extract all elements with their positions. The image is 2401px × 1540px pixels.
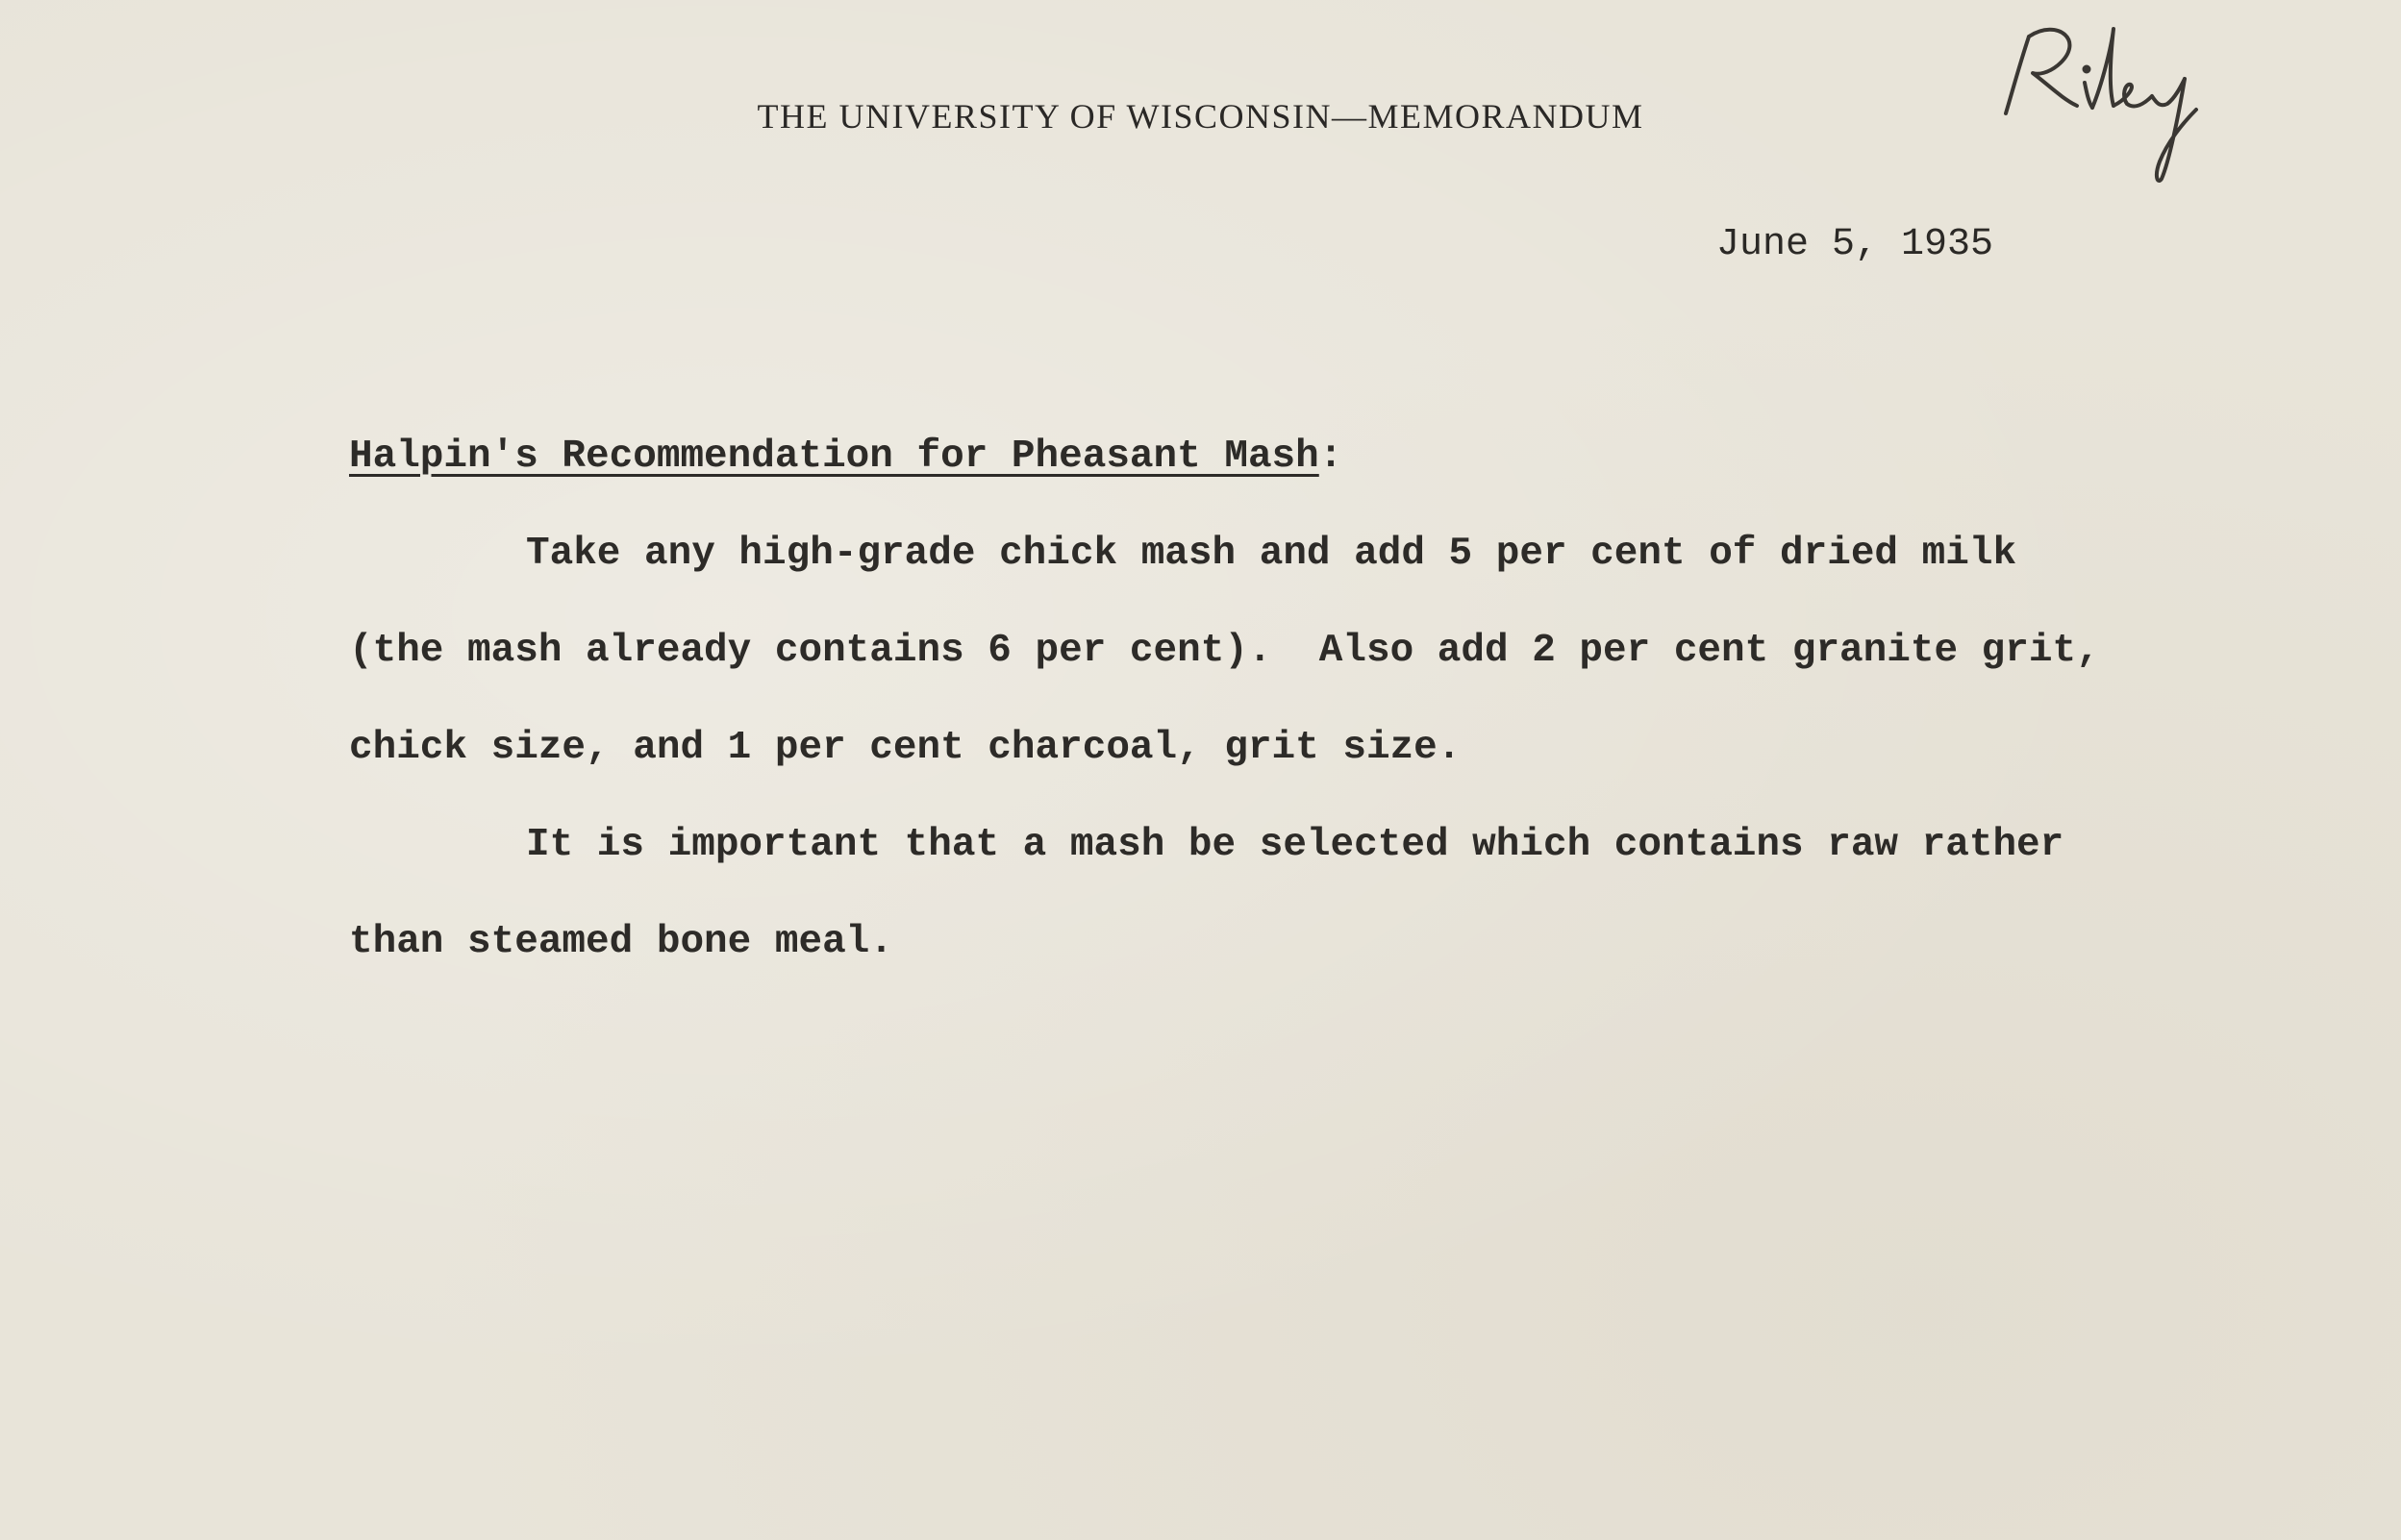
heading-colon: : — [1318, 435, 1343, 479]
handwritten-signature — [1990, 8, 2240, 190]
paragraph-1-line-3: chick size, and 1 per cent charcoal, grit size. — [349, 726, 1462, 770]
letterhead: THE UNIVERSITY OF WISCONSIN—MEMORANDUM — [757, 97, 1644, 136]
paragraph-1-line-1: Take any high-grade chick mash and add 5 per cent of dried milk — [526, 532, 2017, 576]
memo-heading — [349, 409, 2176, 506]
signature-icon — [1990, 8, 2240, 190]
paragraph-2-line-1: It is important that a mash be selected which contains raw rather — [526, 823, 2064, 867]
paragraph-2-line-2: than steamed bone meal. — [349, 920, 893, 964]
memo-body — [349, 409, 2176, 991]
heading-text: Halpin's Recommendation for Pheasant Mash — [349, 435, 1319, 479]
paragraph-1-line-2: (the mash already contains 6 per cent). Also add 2 per cent granite grit, — [349, 629, 2100, 673]
memo-date: June 5, 1935 — [1716, 223, 1994, 266]
